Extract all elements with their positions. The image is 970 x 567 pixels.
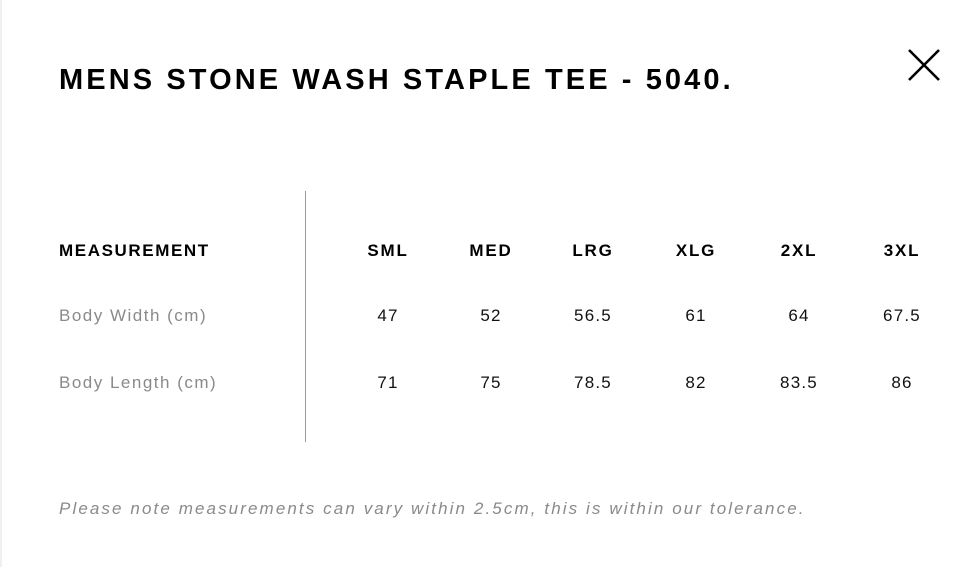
table-cell: 78.5 — [574, 373, 612, 392]
size-header-3xl: 3XL — [883, 241, 921, 260]
size-header-xlg: XLG — [675, 241, 717, 260]
size-header-sml: SML — [367, 241, 409, 260]
table-cell: 71 — [377, 373, 399, 392]
row-label-body-length: Body Length (cm) — [59, 373, 218, 392]
table-cell: 82 — [685, 373, 707, 392]
close-icon — [905, 46, 943, 84]
modal-edge — [0, 0, 2, 567]
table-cell: 52 — [480, 306, 502, 325]
tolerance-note: Please note measurements can vary within 2.5cm, this is within our tolerance. — [59, 499, 806, 518]
measurement-header: MEASUREMENT — [59, 241, 210, 260]
table-cell: 47 — [377, 306, 399, 325]
size-header-lrg: LRG — [572, 241, 614, 260]
table-cell: 86 — [891, 373, 913, 392]
table-cell: 56.5 — [574, 306, 612, 325]
close-button[interactable] — [905, 46, 943, 84]
table-cell: 75 — [480, 373, 502, 392]
table-divider — [305, 191, 306, 442]
table-cell: 83.5 — [780, 373, 818, 392]
table-cell: 67.5 — [883, 306, 921, 325]
size-header-2xl: 2XL — [780, 241, 818, 260]
table-cell: 64 — [788, 306, 810, 325]
row-label-body-width: Body Width (cm) — [59, 306, 208, 325]
product-title: MENS STONE WASH STAPLE TEE - 5040. — [59, 64, 734, 96]
size-header-med: MED — [469, 241, 513, 260]
table-cell: 61 — [685, 306, 707, 325]
